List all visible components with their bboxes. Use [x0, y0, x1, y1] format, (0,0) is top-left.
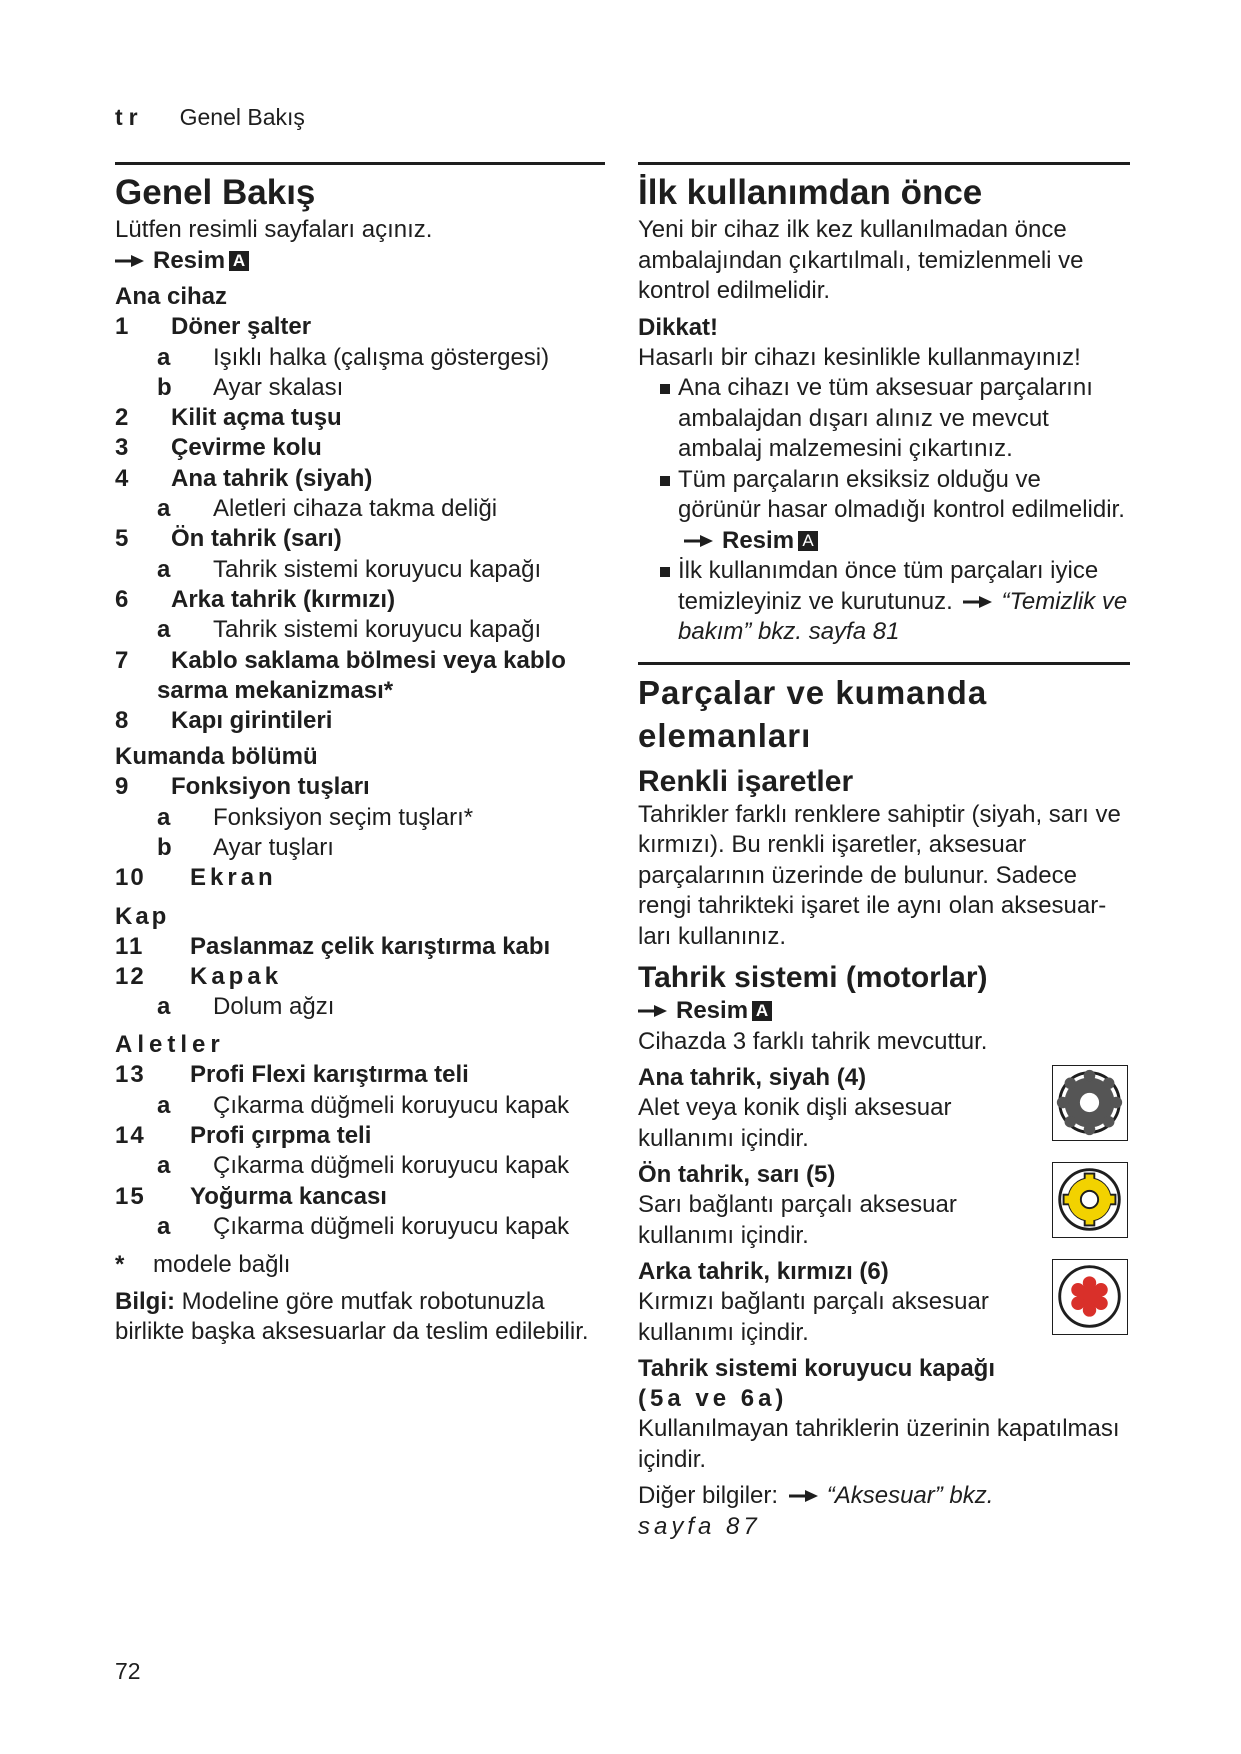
list-subitem: b Ayar skalası — [157, 373, 344, 401]
figure-reference — [115, 246, 605, 277]
list-subitem: a Çıkarma düğmeli koruyucu kapak — [157, 1212, 570, 1240]
first-use-heading: İlk kullanımdan önce — [638, 173, 983, 212]
info-note: Bilgi: Modeline göre mutfak robotunuzla birlikte başka aksesuarlar da teslim edilebilir. — [115, 1287, 589, 1346]
list-item: 14 Profi çırpma teli — [115, 1122, 372, 1150]
left-rule — [115, 162, 605, 165]
right-rule-1 — [638, 162, 1130, 165]
warning-text: Hasarlı bir cihazı kesinlikle kullanmayınız! — [638, 343, 1081, 371]
drive-rear: Arka tahrik, kırmızı (6) Kırmızı bağlantı parçalı aksesuar kullanımı içindir. — [638, 1257, 1130, 1348]
list-item: Ana cihazı ve tüm aksesuar parçalarını ambalajdan dışarı alınız ve mevcut ambalaj malzemesini çıkartınız. — [638, 373, 1130, 465]
page-number: 72 — [115, 1658, 141, 1684]
language-code: tr — [115, 104, 144, 130]
section-bowl: Kap — [115, 902, 170, 930]
list-item: 2 Kilit açma tuşu — [115, 404, 342, 432]
arrow-right-icon — [684, 526, 714, 557]
red-drive-icon — [1052, 1259, 1128, 1335]
list-item: 9 Fonksiyon tuşları — [115, 773, 370, 801]
bullet-square-icon — [660, 567, 670, 577]
color-marks-text: Tahrikler farklı renklere sahiptir (siyah, sarı ve kırmızı). Bu renkli işaretler, aksesuar parçalarının üzerinde de bulunur. Sadece rengi tahrikteki işaret ile aynı olan aksesuar-ları kullanınız. — [638, 800, 1121, 950]
running-header — [115, 104, 305, 131]
list-item: 5 Ön tahrik (sarı) — [115, 525, 342, 553]
cover-title: Tahrik sistemi koruyucu kapağı — [638, 1355, 996, 1383]
section-control-panel: Kumanda bölümü — [115, 743, 318, 771]
overview-heading: Genel Bakış — [115, 173, 316, 212]
list-item: 12 Kapak — [115, 962, 283, 990]
section-main-unit: Ana cihaz — [115, 283, 228, 311]
drive-system-heading: Tahrik sistemi (motorlar) — [638, 961, 988, 995]
list-item-continuation: sarma mekanizması* — [157, 676, 394, 704]
cover-text: Kullanılmayan tahriklerin üzerinin kapatılması içindir. — [638, 1415, 1120, 1473]
list-subitem: a Tahrik sistemi koruyucu kapağı — [157, 555, 542, 583]
black-drive-icon — [1052, 1065, 1128, 1141]
more-info-page: sayfa 87 — [638, 1512, 761, 1540]
list-subitem: a Çıkarma düğmeli koruyucu kapak — [157, 1091, 570, 1119]
list-item: 11 Paslanmaz çelik karıştırma kabı — [115, 932, 551, 960]
first-use-list — [638, 373, 1130, 648]
drive-count: Cihazda 3 farklı tahrik mevcuttur. — [638, 1027, 988, 1055]
more-info: Diğer bilgiler: “Aksesuar” bkz. — [638, 1481, 1130, 1512]
list-subitem: a Tahrik sistemi koruyucu kapağı — [157, 616, 542, 644]
cover-title-ref: (5a ve 6a) — [638, 1385, 788, 1413]
footnote: * modele bağlı — [115, 1251, 291, 1279]
yellow-drive-icon — [1052, 1162, 1128, 1238]
list-item: 8 Kapı girintileri — [115, 707, 333, 735]
list-item: 1 Döner şalter — [115, 313, 312, 341]
arrow-right-icon — [115, 246, 145, 277]
figure-reference: Resim A — [638, 996, 1130, 1027]
section-tools: Aletler — [115, 1031, 225, 1059]
list-item: 10 Ekran — [115, 864, 277, 892]
list-item: 3 Çevirme kolu — [115, 434, 322, 462]
parts-heading: Parçalar ve kumanda elemanları — [638, 673, 988, 755]
left-column — [115, 162, 605, 1348]
color-marks-heading: Renkli işaretler — [638, 764, 854, 798]
list-item: Tüm parçaların eksiksiz olduğu ve görünür hasar olmadığı kontrol edilmelidir. Resim A — [638, 465, 1130, 557]
bullet-square-icon — [660, 384, 670, 394]
bullet-square-icon — [660, 476, 670, 486]
arrow-right-icon — [963, 587, 993, 618]
list-item: 6 Arka tahrik (kırmızı) — [115, 585, 396, 613]
warning-label: Dikkat! — [638, 313, 719, 341]
list-subitem: a Fonksiyon seçim tuşları* — [157, 803, 474, 831]
list-subitem: a Dolum ağzı — [157, 993, 335, 1021]
list-subitem: a Aletleri cihaza takma deliği — [157, 495, 498, 523]
right-rule-2 — [638, 662, 1130, 665]
list-subitem: a Işıklı halka (çalışma göstergesi) — [157, 343, 550, 371]
header-title: Genel Bakış — [179, 104, 305, 130]
arrow-right-icon — [638, 996, 668, 1027]
list-subitem: a Çıkarma düğmeli koruyucu kapak — [157, 1152, 570, 1180]
list-item: 13 Profi Flexi karıştırma teli — [115, 1061, 469, 1089]
figure-ref-box: A — [229, 251, 249, 271]
list-subitem: b Ayar tuşları — [157, 834, 334, 861]
list-item: 4 Ana tahrik (siyah) — [115, 464, 373, 492]
right-column — [638, 162, 1130, 1542]
drive-front: Ön tahrik, sarı (5) Sarı bağlantı parçalı aksesuar kullanımı içindir. — [638, 1160, 1130, 1251]
figure-ref-label: Resim — [153, 246, 226, 274]
first-use-intro: Yeni bir cihaz ilk kez kullanılmadan önce ambalajından çıkartılmalı, temizlenmeli ve kontrol edilmelidir. — [638, 216, 1084, 305]
arrow-right-icon — [789, 1481, 819, 1512]
list-item: 15 Yoğurma kancası — [115, 1182, 387, 1210]
overview-intro: Lütfen resimli sayfaları açınız. — [115, 216, 433, 244]
list-item: İlk kullanımdan önce tüm parçaları iyice temizleyiniz ve kurutunuz. “Temizlik ve bakım” bkz. sayfa 81 — [638, 556, 1130, 648]
list-item: 7 Kablo saklama bölmesi veya kablo — [115, 646, 566, 674]
drive-main: Ana tahrik, siyah (4) Alet veya konik dişli aksesuar kullanımı içindir. — [638, 1063, 1130, 1154]
